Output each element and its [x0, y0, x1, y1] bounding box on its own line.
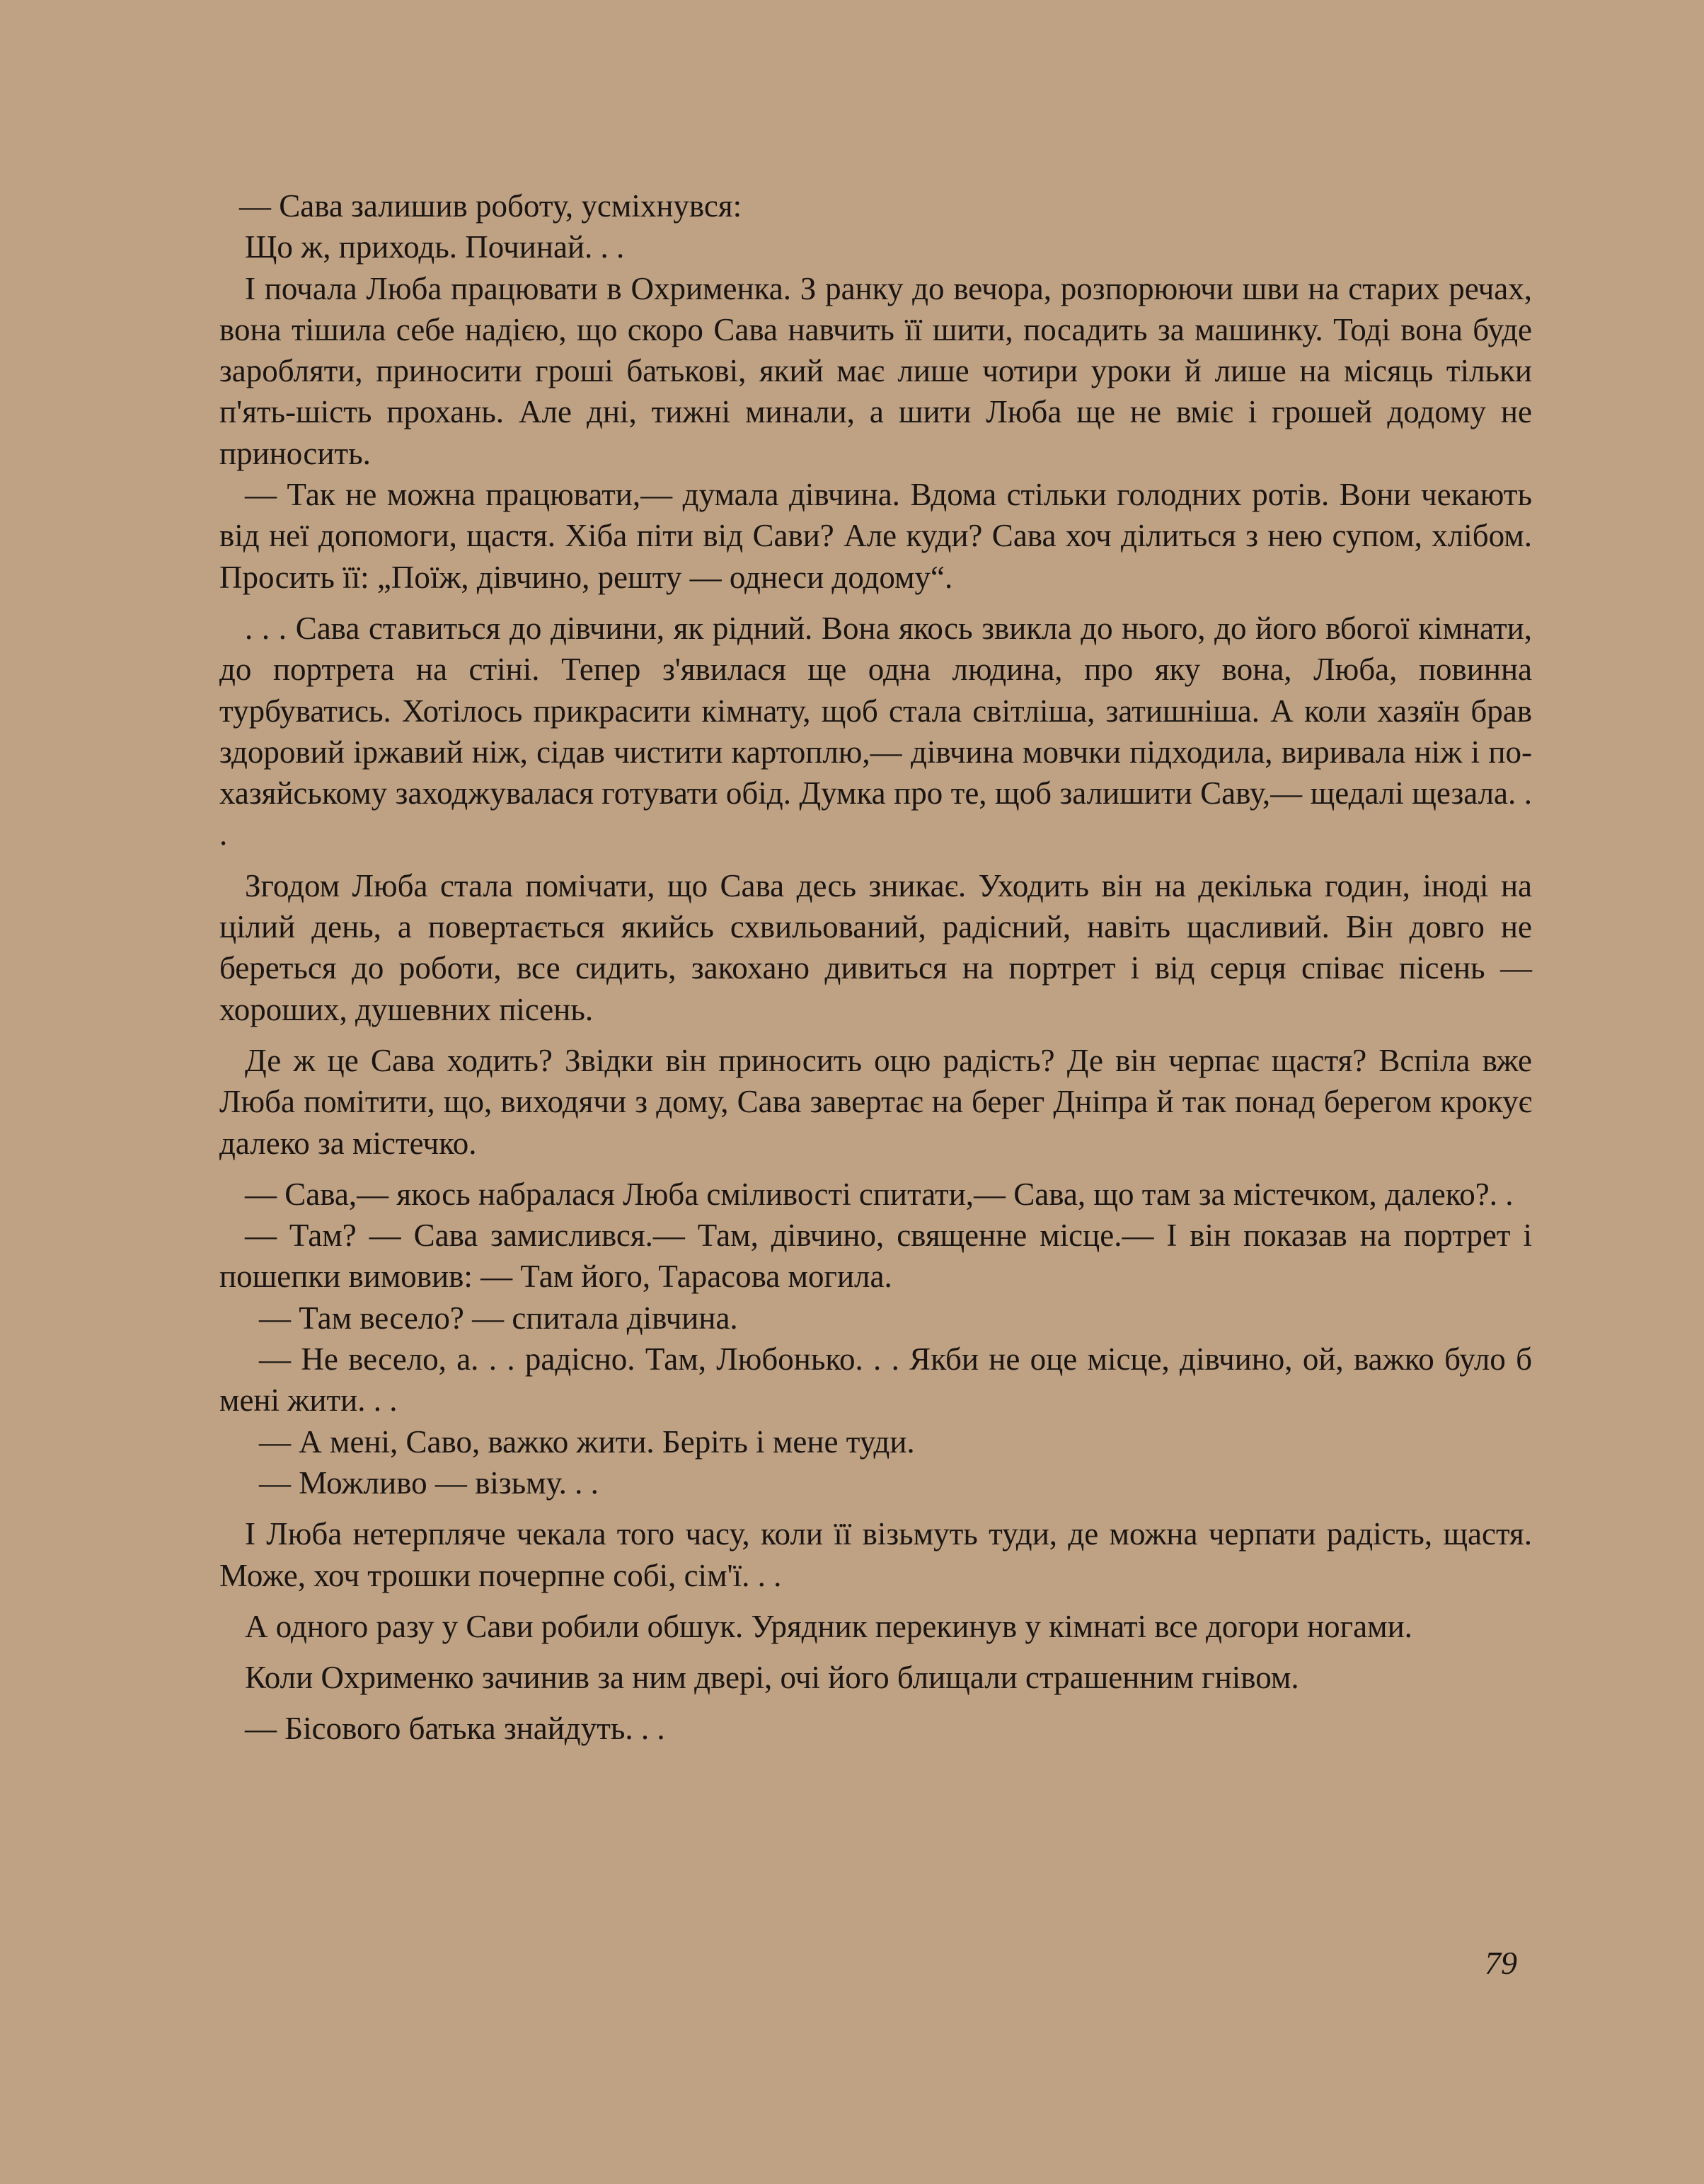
paragraph-7: Де ж це Сава ходить? Звідки він приносить оцю радість? Де він черпає щастя? Вспіла вже Люба помітити, що, виходячи з дому, Сава завертає на берег Дніпра й так понад берегом крокує далеко за містечко.	[219, 1042, 1532, 1161]
paragraph-3: І почала Люба працювати в Охрименка. З ранку до вечора, розпорюючи шви на старих речах, вона тішила себе надією, що скоро Сава навчить її шити, посадить за машинку. Тоді вона буде заробляти, приносити гроші батькові, який має лише чотири уроки й лише на місяць тільки п'ять-шість прохань. Але дні, тижні минали, а шити Люба ще не вміє і грошей додому не приносить.	[219, 270, 1532, 471]
page-number: 79	[1485, 1945, 1517, 1981]
paragraph-12: — А мені, Саво, важко жити. Беріть і мене туди.	[259, 1423, 915, 1460]
paragraph-11: — Не весело, а. . . радісно. Там, Любонько. . . Якби не оце місце, дівчино, ой, важко було б мені жити. . .	[219, 1341, 1532, 1419]
paragraph-17: — Бісового батька знайдуть. . .	[245, 1711, 665, 1747]
paragraph-13: — Можливо — візьму. . .	[259, 1464, 599, 1501]
paragraph-15: А одного разу у Сави робили обшук. Урядник перекинув у кімнаті все догори ногами.	[245, 1608, 1412, 1644]
paragraph-9: — Там? — Сава замислився.— Там, дівчино, священне місце.— І він показав на портрет і пошепки вимовив: — Там його, Тарасова могила.	[219, 1218, 1532, 1295]
paragraph-5: . . . Сава ставиться до дівчини, як рідний. Вона якось звикла до нього, до його вбогої кімнати, до портрета на стіні. Тепер з'явилася ще одна людина, про яку вона, Люба, повинна турбуватись. Хотілось прикрасити кімнату, щоб стала світліша, затишніша. А коли хазяїн брав здоровий іржавий ніж, сідав чистити картоплю,— дівчина мовчки підходила, виривала ніж і по-хазяйському заходжувалася готувати обід. Думка про те, щоб залишити Саву,— щедалі щезала. . .	[219, 610, 1532, 853]
paragraph-4: — Так не можна працювати,— думала дівчина. Вдома стільки голодних ротів. Вони чекають від неї допомоги, щастя. Хіба піти від Сави? Але куди? Сава хоч ділиться з нею супом, хлібом. Просить її: „Поїж, дівчино, решту — однеси додому“.	[219, 477, 1532, 595]
paragraph-14: І Люба нетерпляче чекала того часу, коли її візьмуть туди, де можна черпати радість, щастя. Може, хоч трошки почерпне собі, сім'ї. . .	[219, 1516, 1532, 1593]
paragraph-1: — Сава залишив роботу, усміхнувся:	[239, 188, 742, 224]
paragraph-10: — Там весело? — спитала дівчина.	[259, 1300, 738, 1336]
paragraph-6: Згодом Люба стала помічати, що Сава десь зникає. Уходить він на декілька годин, іноді на цілий день, а повертається якийсь схвильований, радісний, навіть щасливий. Він довго не береться до роботи, все сидить, закохано дивиться на портрет і від серця співає пісень — хороших, душевних пісень.	[219, 867, 1532, 1027]
paragraph-16: Коли Охрименко зачинив за ним двері, очі його блищали страшенним гнівом.	[245, 1660, 1299, 1696]
paragraph-8: — Сава,— якось набралася Люба сміливості спитати,— Сава, що там за містечком, далеко?. .	[245, 1176, 1514, 1212]
paragraph-2: Що ж, приходь. Починай. . .	[245, 229, 625, 265]
page-body	[219, 185, 1532, 1750]
